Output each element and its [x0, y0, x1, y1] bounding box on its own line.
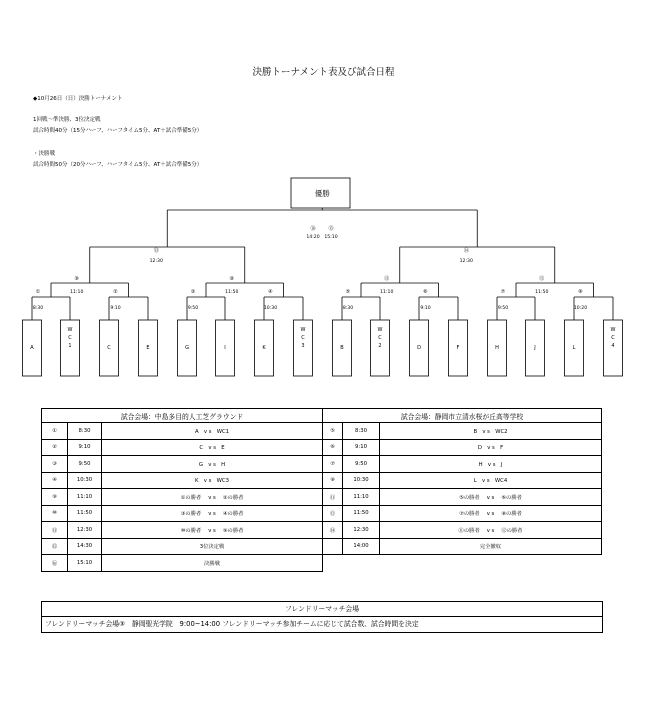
- match-time: 14:20: [306, 235, 320, 240]
- schedule-table-right: [322, 408, 602, 555]
- friendly-match-box: [41, 601, 603, 633]
- match-pairing: A v s WC1: [102, 423, 323, 440]
- match-number: ⑮: [328, 226, 334, 232]
- match-number: ⑩: [229, 276, 234, 282]
- match-pairing: K v s WC3: [102, 472, 323, 489]
- match-number: ⑦: [500, 289, 506, 295]
- match-number: ⑭: [463, 248, 469, 254]
- match-number: ⑨: [42, 489, 68, 506]
- match-time: 8:30: [68, 423, 102, 440]
- team-label: B: [340, 345, 344, 351]
- round-time: 試合時間40分（15分ハーフ、ハーフタイム5分、AT＋試合準備5分）: [33, 128, 203, 134]
- match-time: 9:10: [110, 306, 121, 311]
- match-number: ⑯: [310, 226, 316, 232]
- team-label: A: [30, 345, 34, 351]
- table-row: [42, 505, 323, 522]
- match-number: ⑭: [323, 522, 343, 539]
- table-row: [323, 538, 602, 555]
- match-number: ②: [113, 289, 118, 295]
- match-pairing: C v s E: [102, 439, 323, 456]
- match-number: ④: [268, 289, 273, 295]
- match-pairing: ⑩の勝者 v s ⑨の勝者: [102, 522, 323, 539]
- team-label: G: [185, 345, 189, 351]
- final-line: ・決勝戦: [33, 151, 56, 157]
- table-row: [42, 439, 323, 456]
- match-number: ⑬: [42, 522, 68, 539]
- table-row: [323, 472, 602, 489]
- final-time: 試合時間50分（20分ハーフ、ハーフタイム5分、AT＋試合準備5分）: [33, 162, 203, 168]
- champion-label: 優勝: [314, 189, 330, 198]
- match-pairing: ⑪の勝者 v s ⑫の勝者: [380, 522, 602, 539]
- table-row: [42, 472, 323, 489]
- match-pairing: H v s J: [380, 456, 602, 473]
- team-label: E: [146, 345, 150, 351]
- right-venue-header: 試合会場：静岡市立清水桜が丘高等学校: [323, 409, 602, 423]
- table-row: [42, 538, 323, 555]
- match-number: ⑥: [423, 289, 428, 295]
- page-title: 決勝トーナメント表及び試合日程: [252, 67, 395, 78]
- left-venue-header: 試合会場：中島多目的人工芝グラウンド: [42, 409, 323, 423]
- table-row: [42, 423, 323, 440]
- match-number: ⑤: [345, 289, 351, 295]
- match-time: 9:50: [343, 456, 380, 473]
- match-pairing: 決勝戦: [102, 555, 323, 572]
- table-row: [323, 456, 602, 473]
- match-pairing: D v s F: [380, 439, 602, 456]
- match-time: 11:50: [68, 505, 102, 522]
- match-number: [323, 538, 343, 555]
- match-time: 15:10: [68, 555, 102, 572]
- team-label: F: [456, 345, 460, 351]
- match-time: 12:30: [149, 259, 163, 264]
- round-line: 1回戦～準決勝、3位決定戦: [33, 117, 101, 123]
- match-time: 11:50: [225, 290, 239, 295]
- match-time: 10:30: [263, 306, 278, 311]
- match-number: ⑤: [323, 423, 343, 440]
- table-row: [42, 456, 323, 473]
- match-time: 10:20: [573, 306, 588, 311]
- match-time: 9:10: [68, 439, 102, 456]
- match-number: ⑮: [42, 538, 68, 555]
- match-number: ③: [42, 456, 68, 473]
- table-row: [323, 522, 602, 539]
- match-number: ①: [35, 289, 41, 295]
- match-time: 10:30: [343, 472, 380, 489]
- match-time: 15:10: [324, 235, 338, 240]
- team-label: C: [107, 345, 111, 351]
- table-row: [323, 489, 602, 506]
- team-label: K: [262, 345, 266, 351]
- match-time: 9:50: [187, 306, 199, 311]
- match-number: ①: [42, 423, 68, 440]
- match-time: 12:30: [68, 522, 102, 539]
- match-number: ⑬: [153, 248, 159, 254]
- table-row: [42, 489, 323, 506]
- match-pairing: ③の勝者 v s ④の勝者: [102, 505, 323, 522]
- match-time: 8:30: [32, 306, 44, 311]
- date-line: ◆10月26日（日）決勝トーナメント: [33, 96, 123, 102]
- table-row: [323, 423, 602, 440]
- match-number: ④: [42, 472, 68, 489]
- match-pairing: G v s H: [102, 456, 323, 473]
- match-time: 9:50: [68, 456, 102, 473]
- match-time: 11:10: [70, 290, 84, 295]
- match-time: 9:10: [420, 306, 431, 311]
- match-time: 10:30: [68, 472, 102, 489]
- match-pairing: ⑦の勝者 v s ⑧の勝者: [380, 505, 602, 522]
- match-number: ③: [190, 289, 196, 295]
- match-time: 11:50: [343, 505, 380, 522]
- match-time: 12:30: [459, 259, 473, 264]
- team-label: J: [534, 345, 536, 351]
- team-label: W C 3: [300, 327, 306, 349]
- friendly-text: フレンドリーマッチ会場③ 静岡聖光学院 9:00~14:00 フレンドリーマッチ参加チームに応じて試合数、試合時間を決定: [45, 620, 419, 628]
- team-label: L: [572, 345, 576, 351]
- match-time: 9:10: [343, 439, 380, 456]
- match-time: 11:10: [380, 290, 394, 295]
- match-pairing: ⑤の勝者 v s ⑥の勝者: [380, 489, 602, 506]
- match-time: 11:10: [343, 489, 380, 506]
- team-label: W C 1: [67, 327, 73, 349]
- match-number: ⑪: [323, 489, 343, 506]
- schedule-table-left: [41, 408, 323, 572]
- table-row: [323, 439, 602, 456]
- match-number: ⑪: [384, 276, 390, 282]
- match-pairing: B v s WC2: [380, 423, 602, 440]
- match-number: ⑧: [578, 289, 583, 295]
- match-number: ⑫: [539, 276, 545, 282]
- table-row: [42, 555, 323, 572]
- match-time: 8:30: [342, 306, 354, 311]
- match-number: ②: [42, 439, 68, 456]
- match-time: 14:30: [68, 538, 102, 555]
- match-time: 11:50: [535, 290, 549, 295]
- match-number: ⑨: [74, 276, 79, 282]
- match-number: ⑥: [323, 439, 343, 456]
- table-row: [42, 522, 323, 539]
- match-time: 9:50: [497, 306, 509, 311]
- table-row: [323, 505, 602, 522]
- match-pairing: L v s WC4: [380, 472, 602, 489]
- match-number: ⑦: [323, 456, 343, 473]
- team-label: W C 2: [377, 327, 383, 349]
- match-number: ⑩: [42, 505, 68, 522]
- team-label: D: [417, 345, 421, 351]
- team-label: W C 4: [610, 327, 616, 349]
- match-pairing: 3位決定戦: [102, 538, 323, 555]
- team-label: I: [224, 345, 226, 351]
- match-time: 14:00: [343, 538, 380, 555]
- match-time: 8:30: [343, 423, 380, 440]
- match-number: ⑧: [323, 472, 343, 489]
- friendly-header: フレンドリーマッチ会場: [42, 602, 602, 617]
- match-number: ⑫: [323, 505, 343, 522]
- match-pairing: 完全撤収: [380, 538, 602, 555]
- match-time: 11:10: [68, 489, 102, 506]
- match-pairing: ①の勝者 v s ②の勝者: [102, 489, 323, 506]
- team-label: H: [495, 345, 499, 351]
- match-number: ⑯: [42, 555, 68, 572]
- match-time: 12:30: [343, 522, 380, 539]
